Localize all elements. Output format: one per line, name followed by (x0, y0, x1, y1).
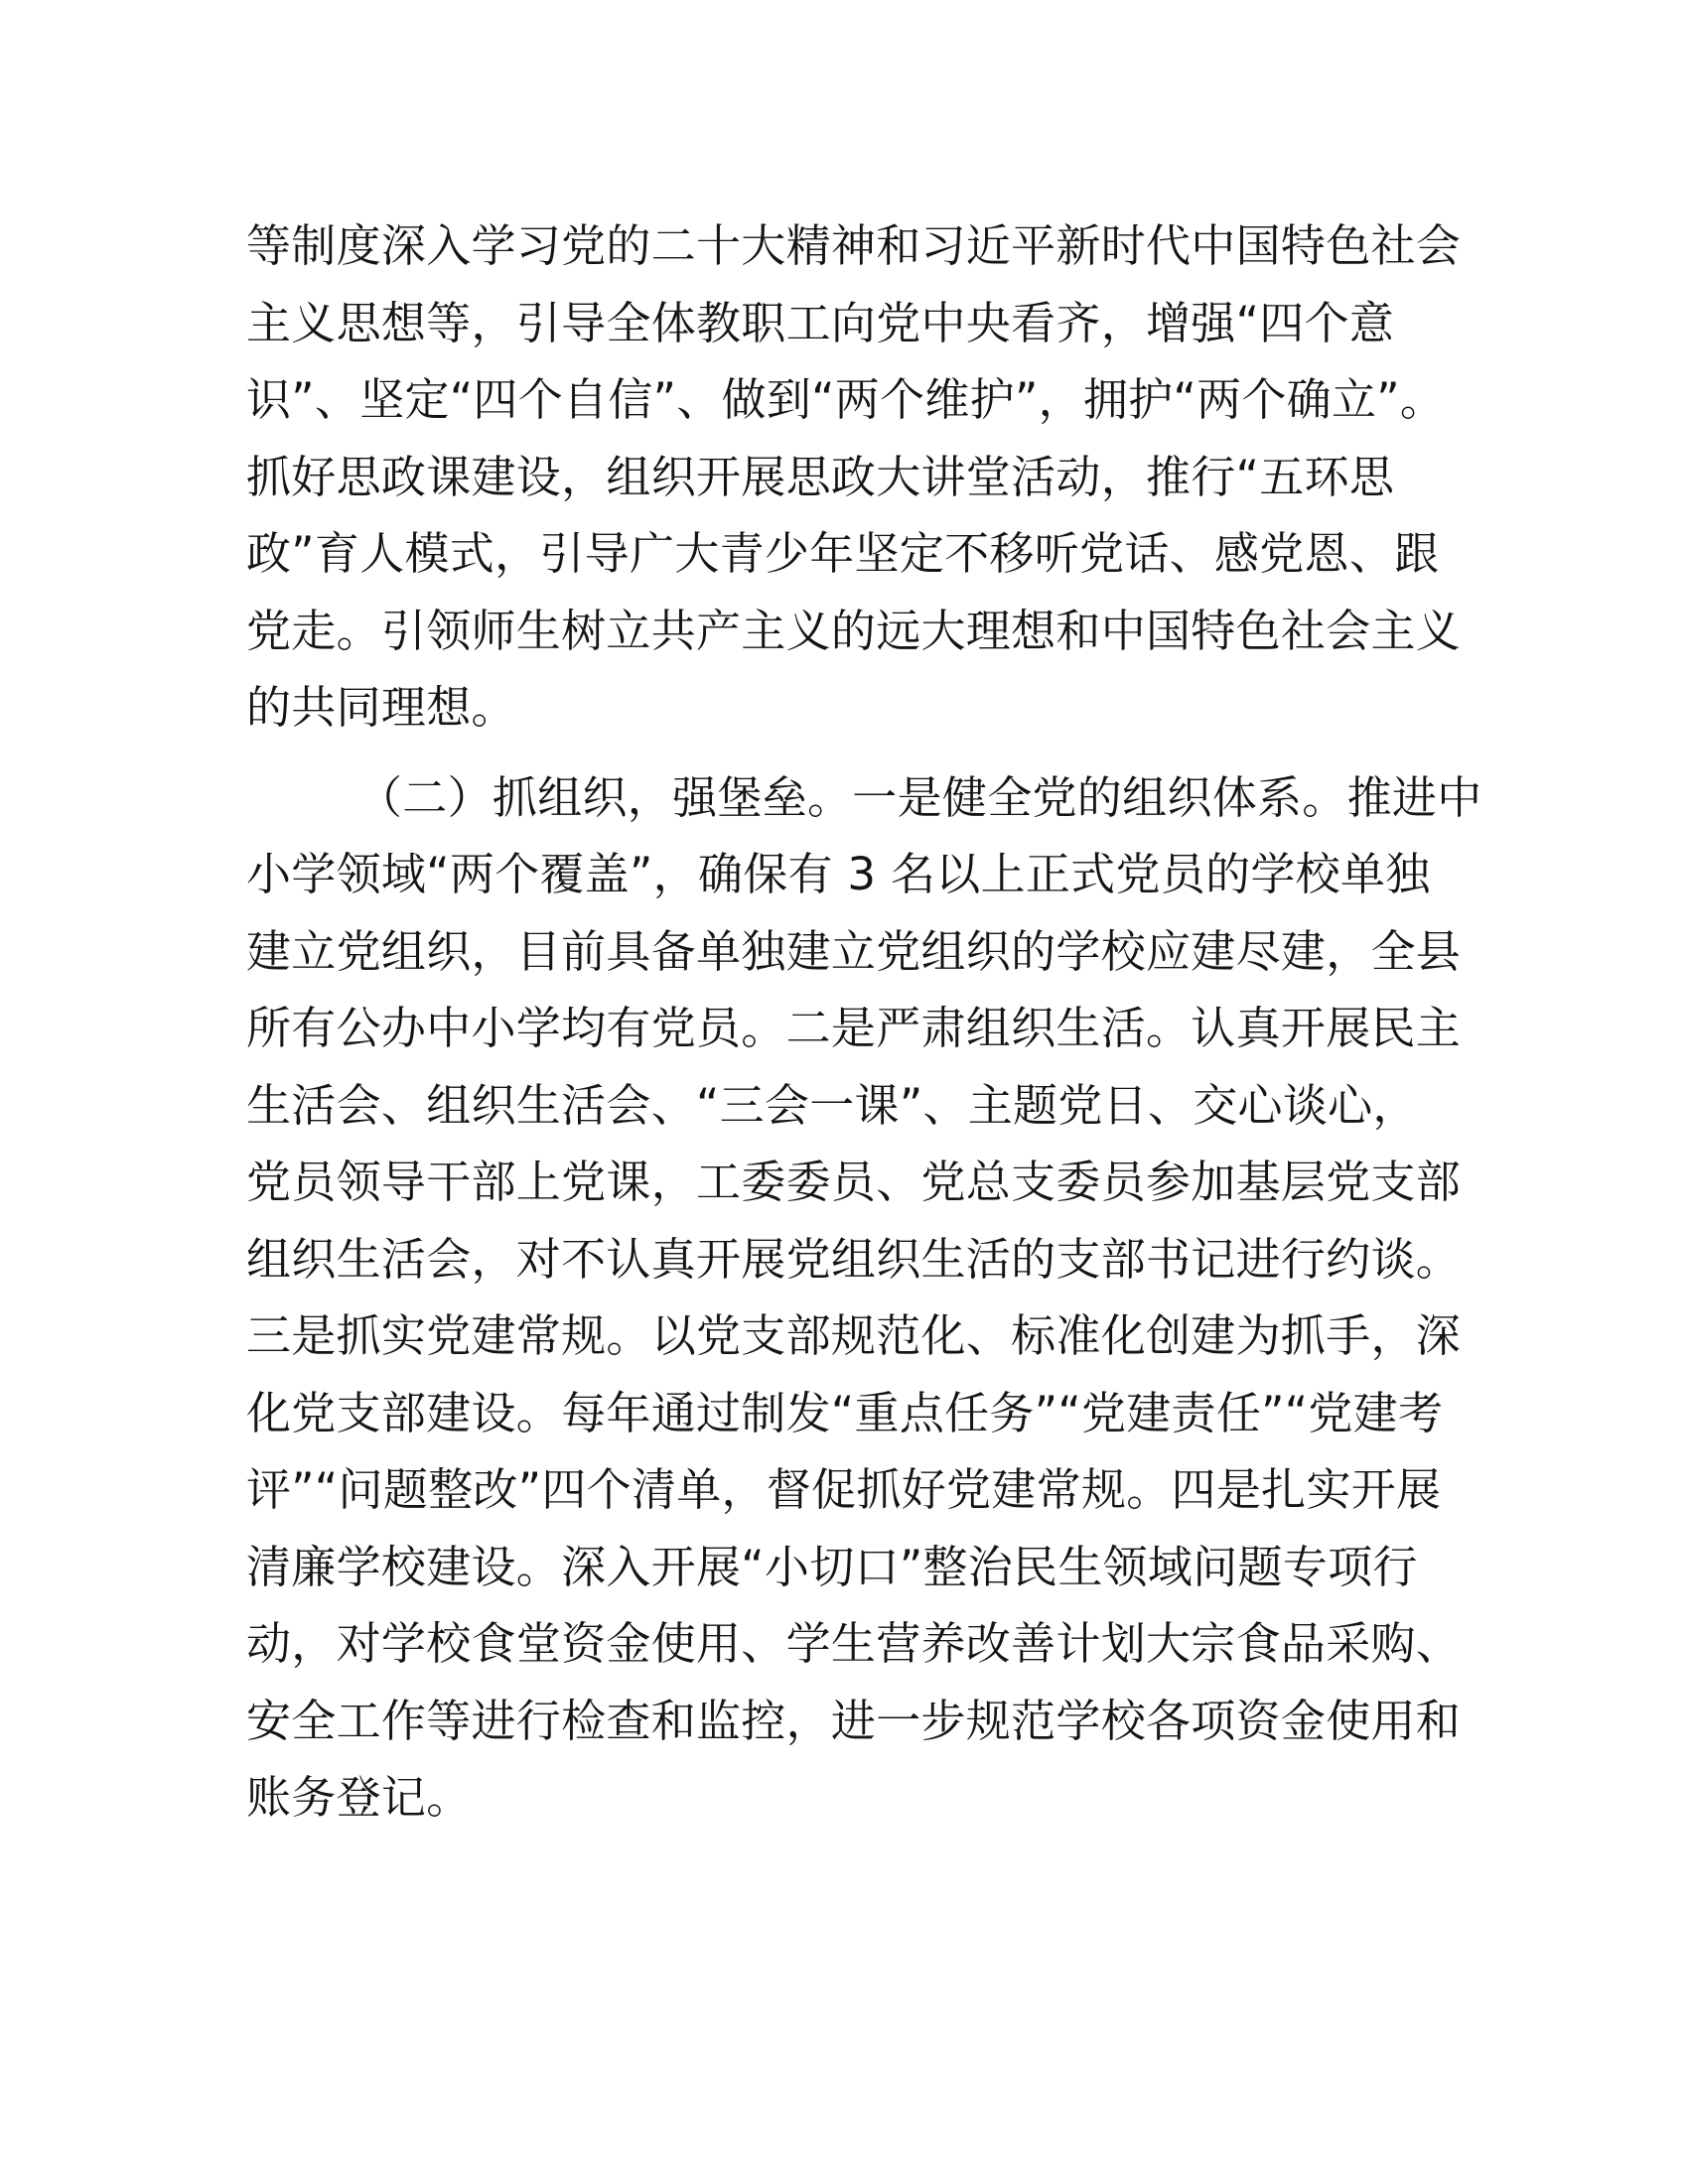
paragraph-line: （二）抓组织，强堡垒。一是健全党的组织体系。推进中 (357, 770, 1482, 824)
paragraph-line: 抓好思政课建设，组织开展思政大讲堂活动，推行“五环思 (246, 450, 1395, 503)
paragraph-line: 党走。引领师生树立共产主义的远大理想和中国特色社会主义 (246, 604, 1462, 657)
paragraph-line: 小学领域“两个覆盖”，确保有 3 名以上正式党员的学校单独 (246, 848, 1431, 900)
paragraph-line: 动，对学校食堂资金使用、学生营养改善计划大宗食品采购、 (246, 1617, 1462, 1670)
paragraph-line: 生活会、组织生活会、“三会一课”、主题党日、交心谈心， (246, 1078, 1418, 1132)
paragraph-line: 账务登记。 (246, 1771, 472, 1824)
document-body (246, 207, 1482, 1837)
paragraph-line: 党员领导干部上党课，工委委员、党总支委员参加基层党支部 (246, 1156, 1462, 1208)
paragraph-2 (246, 759, 1482, 1837)
paragraph-line: 所有公办中小学均有党员。二是严肃组织生活。认真开展民主 (246, 1002, 1462, 1054)
paragraph-line: 三是抓实党建常规。以党支部规范化、标准化创建为抓手，深 (246, 1309, 1462, 1362)
paragraph-spacer (246, 747, 1458, 759)
paragraph-line: 的共同理想。 (246, 681, 516, 734)
paragraph-line: 评”“问题整改”四个清单，督促抓好党建常规。四是扎实开展 (246, 1463, 1442, 1516)
paragraph-line: 化党支部建设。每年通过制发“重点任务”“党建责任”“党建考 (246, 1386, 1444, 1439)
paragraph-line: 主义思想等，引导全体教职工向党中央看齐，增强“四个意 (246, 296, 1395, 349)
paragraph-line: 清廉学校建设。深入开展“小切口”整治民生领域问题专项行 (246, 1540, 1418, 1593)
paragraph-line: 安全工作等进行检查和监控，进一步规范学校各项资金使用和 (246, 1694, 1462, 1747)
paragraph-line: 建立党组织，目前具备单独建立党组织的学校应建尽建，全县 (246, 924, 1462, 978)
paragraph-line: 组织生活会，对不认真开展党组织生活的支部书记进行约谈。 (246, 1232, 1462, 1286)
paragraph-line: 识”、坚定“四个自信”、做到“两个维护”，拥护“两个确立”。 (246, 373, 1446, 426)
paragraph-line: 政”育人模式，引导广大青少年坚定不移听党话、感党恩、跟 (246, 527, 1440, 580)
paragraph-1 (246, 207, 1462, 747)
paragraph-line: 等制度深入学习党的二十大精神和习近平新时代中国特色社会 (246, 219, 1462, 272)
